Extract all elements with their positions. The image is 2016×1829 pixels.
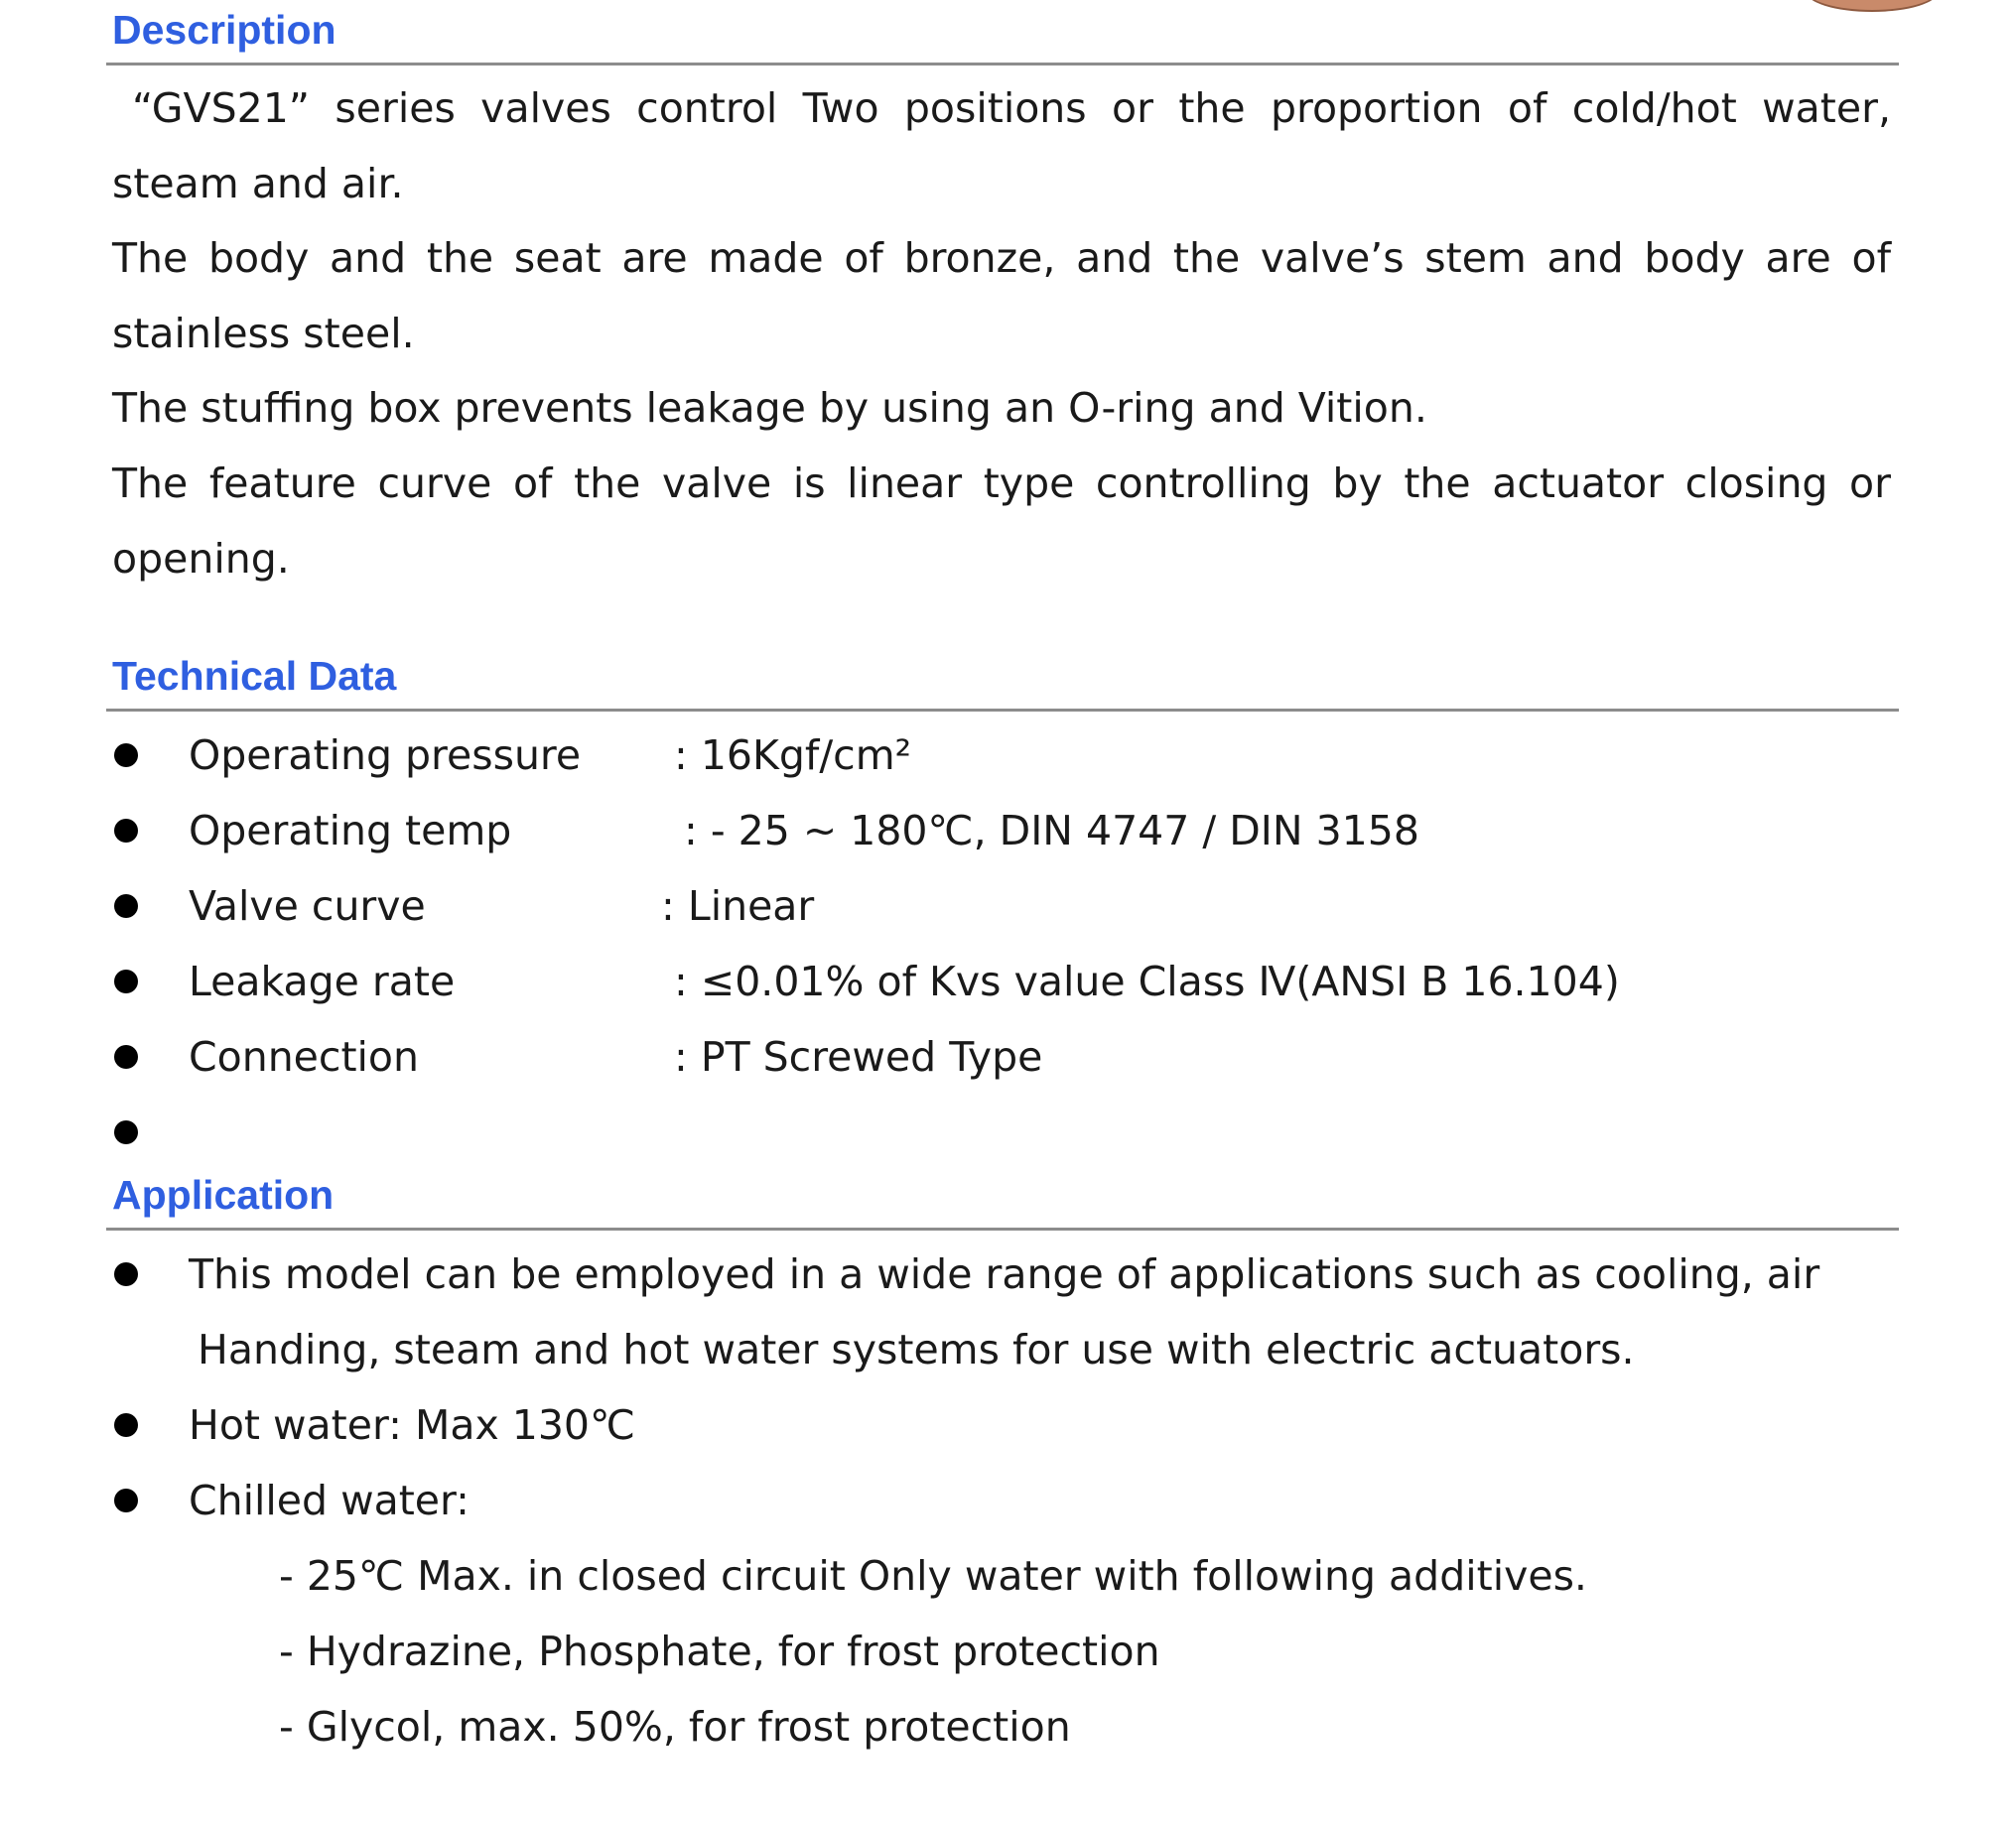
description-paragraph-3: The stuffing box prevents leakage by using an O-ring and Vition.: [112, 384, 1427, 432]
application-item-text: This model can be employed in a wide range of applications such as cooling, air: [189, 1250, 1820, 1298]
bullet-icon: [114, 1489, 138, 1512]
bullet-icon: [114, 1262, 138, 1286]
application-item-text: Chilled water:: [189, 1477, 470, 1524]
application-item-text-continued: Handing, steam and hot water systems for use with electric actuators.: [198, 1326, 1635, 1373]
bullet-icon: [114, 1413, 138, 1437]
tech-label: Operating temp: [189, 807, 512, 854]
application-divider: [106, 1228, 1899, 1231]
bullet-icon: [114, 1045, 138, 1069]
tech-label: Operating pressure: [189, 731, 582, 779]
tech-label: Leakage rate: [189, 958, 456, 1005]
bullet-icon: [114, 1120, 138, 1144]
tech-value: : PT Screwed Type: [674, 1033, 1043, 1081]
tech-value: : - 25 ~ 180℃, DIN 4747 / DIN 3158: [684, 807, 1419, 854]
description-paragraph-4: The feature curve of the valve is linear type controlling by the actuator closing or opening.: [112, 459, 1891, 583]
bullet-icon: [114, 970, 138, 993]
description-heading: Description: [112, 7, 336, 53]
chilled-water-condition: - Glycol, max. 50%, for frost protection: [279, 1703, 1071, 1751]
bullet-icon: [114, 894, 138, 918]
product-photo-fragment: [1806, 0, 1939, 12]
technical-data-heading: Technical Data: [112, 653, 397, 699]
tech-label: Valve curve: [189, 882, 426, 930]
chilled-water-condition: - Hydrazine, Phosphate, for frost protection: [279, 1628, 1160, 1675]
tech-value: : ≤0.01% of Kvs value Class Ⅳ(ANSI B 16.104): [674, 958, 1620, 1005]
tech-value: : Linear: [661, 882, 815, 930]
tech-label: Connection: [189, 1033, 419, 1081]
bullet-icon: [114, 743, 138, 767]
chilled-water-condition: - 25℃ Max. in closed circuit Only water with following additives.: [279, 1552, 1587, 1600]
description-divider: [106, 63, 1899, 65]
technical-data-divider: [106, 709, 1899, 712]
application-heading: Application: [112, 1172, 335, 1218]
application-item-text: Hot water: Max 130℃: [189, 1401, 636, 1449]
bullet-icon: [114, 819, 138, 843]
description-paragraph-2: The body and the seat are made of bronze, and the valve’s stem and body are of stainless steel.: [112, 234, 1891, 357]
tech-value: : 16Kgf/cm²: [674, 731, 912, 779]
description-paragraph-1: “GVS21” series valves control Two positions or the proportion of cold/hot water, steam and air.: [112, 84, 1891, 207]
